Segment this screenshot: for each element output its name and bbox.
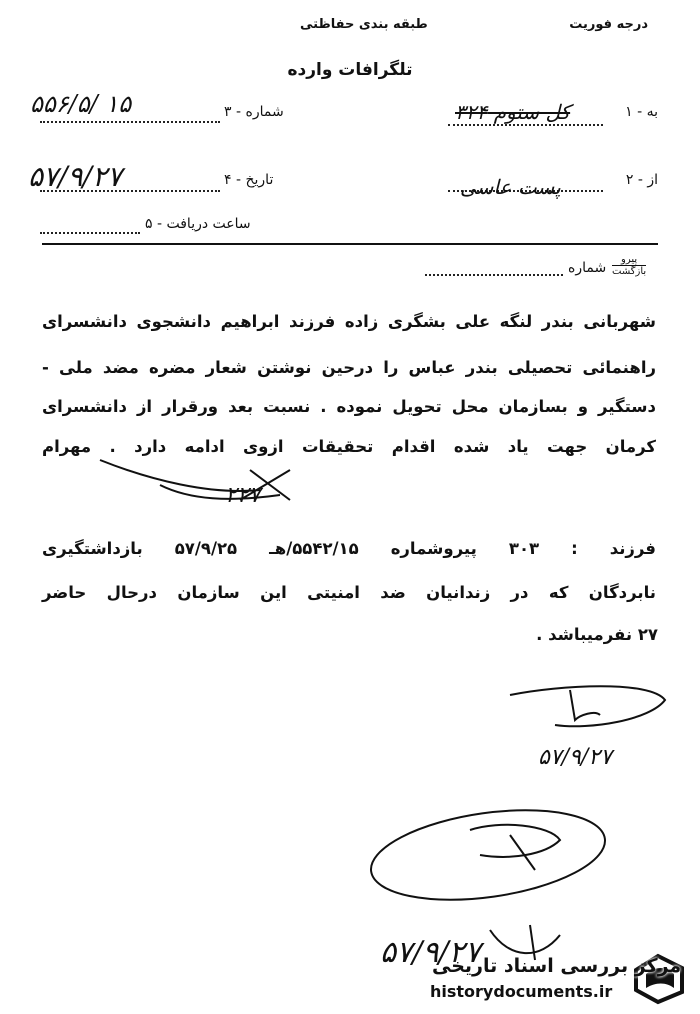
separator-rule <box>42 243 658 245</box>
to-value: کل ستوم ۳۲۴ <box>455 100 571 124</box>
document-title: تلگرافات وارده <box>287 60 413 80</box>
watermark-org-name: مرکز بررسی اسناد تاریخی <box>432 955 682 977</box>
to-dotted-line <box>448 124 603 126</box>
classification-label: طبقه بندی حفاظتی <box>300 17 428 32</box>
ref-label: شماره <box>568 260 607 276</box>
ref-bottom: بازگشت <box>612 266 647 277</box>
priority-label: درجه فوریت <box>569 17 648 32</box>
body-line-5: فرزند : ۳۰۳ پیروشماره ۵۵۴۲/۱۵/هـ ۵۷/۹/۲۵ بازداشتگیری <box>42 539 656 558</box>
to-label: ۱ - به <box>625 104 658 120</box>
signature-1 <box>500 680 680 740</box>
number-label: ۳ - شماره <box>224 104 284 120</box>
body-line-3: دستگیر و بسازمان محل تحویل نموده . نسبت بعد ورقرار از دانشسرای <box>42 397 656 416</box>
body-line-2: راهنمائی تحصیلی بندر عباس را درحین نوشتن شعار مضره مضد ملی - <box>42 358 656 377</box>
number-dotted-line <box>40 121 220 123</box>
reference-fraction <box>612 254 646 277</box>
bottom-date: ۵۷/۹/۲۷ <box>380 935 481 970</box>
from-value: پست عاسی <box>460 175 561 199</box>
initials-note: ۲۲۷ <box>225 483 261 508</box>
date-value: ۵۷/۹/۲۷ <box>28 160 123 193</box>
body-line-4: کرمان جهت یاد شده اقدام تحقیقات ازوی ادامه دارد . مهرام <box>42 437 656 456</box>
number-value: ۵۵۶/۵/ ۱۵ <box>30 90 132 118</box>
ref-top: پیرو <box>612 254 646 266</box>
date-label: ۴ - تاریخ <box>224 172 274 188</box>
from-label: ۲ - از <box>625 172 658 188</box>
signature-date: ۵۷/۹/۲۷ <box>538 745 612 770</box>
body-line-6: نابردگان که در زندانیان ضد امنیتی این سازمان درحال حاضر <box>42 583 656 602</box>
signature-2 <box>360 800 620 910</box>
ref-dotted-line <box>425 274 563 276</box>
receipt-dotted-line <box>40 232 140 234</box>
receipt-time-label: ۵ - ساعت دریافت <box>145 216 251 232</box>
initials-scribble <box>90 440 320 520</box>
body-line-1: شهربانی بندر لنگه علی بشگری زاده فرزند ابراهیم دانشجوی دانشسرای <box>42 312 656 331</box>
body-line-7: ۲۷ نفرمیباشد . <box>536 625 658 644</box>
watermark-url[interactable]: historydocuments.ir <box>430 982 613 1001</box>
